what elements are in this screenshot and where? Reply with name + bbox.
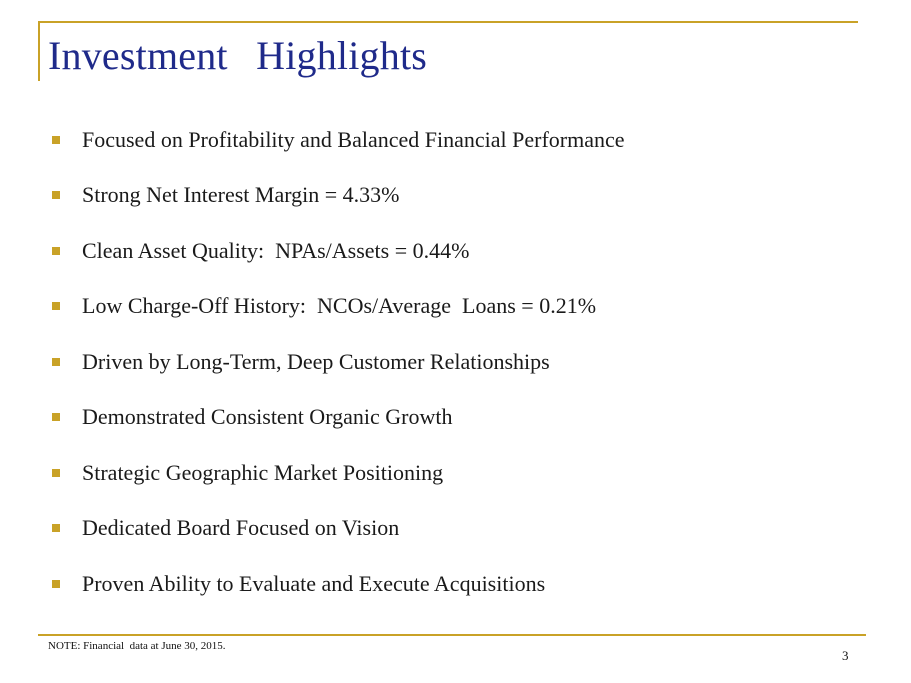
square-bullet-icon xyxy=(52,136,60,144)
bullet-text: Strong Net Interest Margin = 4.33% xyxy=(82,182,400,208)
list-item xyxy=(48,334,625,390)
square-bullet-icon xyxy=(52,469,60,477)
list-item xyxy=(48,390,625,446)
square-bullet-icon xyxy=(52,524,60,532)
square-bullet-icon xyxy=(52,413,60,421)
footnote: NOTE: Financial data at June 30, 2015. xyxy=(48,640,226,652)
square-bullet-icon xyxy=(52,247,60,255)
square-bullet-icon xyxy=(52,302,60,310)
bullet-text: Driven by Long-Term, Deep Customer Relationships xyxy=(82,348,550,374)
list-item xyxy=(48,223,625,279)
square-bullet-icon xyxy=(52,358,60,366)
title-accent-rule xyxy=(38,21,858,23)
list-item xyxy=(48,112,625,168)
list-item xyxy=(48,445,625,501)
bullet-text: Strategic Geographic Market Positioning xyxy=(82,459,444,485)
bullet-text: Clean Asset Quality: NPAs/Assets = 0.44% xyxy=(82,237,470,263)
bullet-text: Low Charge-Off History: NCOs/Average Loans = 0.21% xyxy=(82,293,597,319)
highlights-list xyxy=(48,112,625,612)
page-number: 3 xyxy=(842,648,849,663)
list-item xyxy=(48,556,625,612)
bullet-text: Dedicated Board Focused on Vision xyxy=(82,515,400,541)
bullet-text: Proven Ability to Evaluate and Execute Acquisitions xyxy=(82,570,546,596)
list-item xyxy=(48,279,625,335)
bullet-text: Focused on Profitability and Balanced Financial Performance xyxy=(82,126,625,152)
title-accent-bar xyxy=(38,21,40,81)
page-title: Investment Highlights xyxy=(48,33,428,78)
list-item xyxy=(48,168,625,224)
bullet-text: Demonstrated Consistent Organic Growth xyxy=(82,404,453,430)
square-bullet-icon xyxy=(52,580,60,588)
square-bullet-icon xyxy=(52,191,60,199)
footer-rule xyxy=(38,634,866,636)
list-item xyxy=(48,501,625,557)
